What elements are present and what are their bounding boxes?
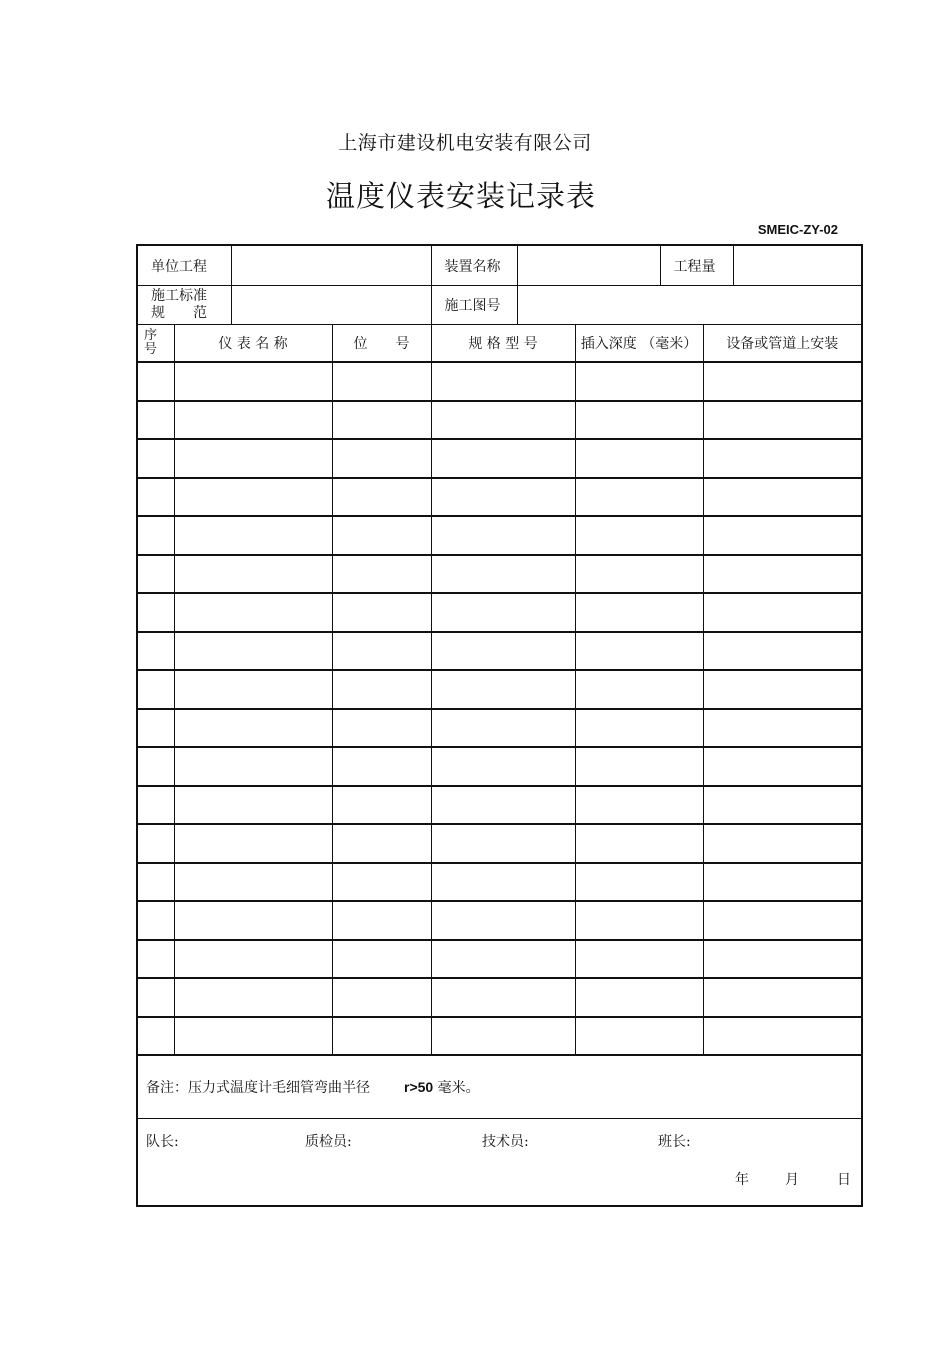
position-no-cell[interactable] bbox=[332, 709, 431, 748]
seq-cell[interactable] bbox=[137, 709, 174, 748]
table-row bbox=[137, 478, 862, 517]
seq-cell[interactable] bbox=[137, 478, 174, 517]
instrument-name-cell[interactable] bbox=[174, 401, 332, 440]
position-no-cell[interactable] bbox=[332, 401, 431, 440]
instrument-name-cell[interactable] bbox=[174, 632, 332, 671]
mount-cell[interactable] bbox=[703, 632, 862, 671]
table-row bbox=[137, 709, 862, 748]
position-no-cell[interactable] bbox=[332, 593, 431, 632]
position-no-cell[interactable] bbox=[332, 632, 431, 671]
unit-project-field[interactable] bbox=[231, 245, 431, 286]
table-row bbox=[137, 593, 862, 632]
instrument-name-cell[interactable] bbox=[174, 555, 332, 594]
mount-cell[interactable] bbox=[703, 362, 862, 401]
insert-depth-cell[interactable] bbox=[575, 478, 703, 517]
table-row bbox=[137, 362, 862, 401]
position-no-cell[interactable] bbox=[332, 555, 431, 594]
position-no-cell[interactable] bbox=[332, 786, 431, 825]
insert-depth-cell[interactable] bbox=[575, 362, 703, 401]
instrument-name-cell[interactable] bbox=[174, 670, 332, 709]
mount-cell[interactable] bbox=[703, 824, 862, 863]
insert-depth-cell[interactable] bbox=[575, 978, 703, 1017]
seq-cell[interactable] bbox=[137, 786, 174, 825]
instrument-name-cell[interactable] bbox=[174, 362, 332, 401]
date-year-label: 年 bbox=[735, 1172, 749, 1188]
group-leader-label: 班长: bbox=[658, 1134, 691, 1150]
mount-cell[interactable] bbox=[703, 940, 862, 979]
instrument-name-cell[interactable] bbox=[174, 747, 332, 786]
seq-cell[interactable] bbox=[137, 863, 174, 902]
signature-cell bbox=[137, 1119, 862, 1207]
team-leader-label: 队长: bbox=[146, 1134, 179, 1150]
seq-cell[interactable] bbox=[137, 824, 174, 863]
remark-text: 备注：压力式温度计毛细管弯曲半径 bbox=[146, 1080, 370, 1096]
seq-cell[interactable] bbox=[137, 670, 174, 709]
spec-model-cell[interactable] bbox=[431, 709, 575, 748]
seq-cell[interactable] bbox=[137, 439, 174, 478]
spec-model-cell[interactable] bbox=[431, 978, 575, 1017]
position-no-cell[interactable] bbox=[332, 1017, 431, 1056]
remark-unit: 毫米。 bbox=[433, 1080, 480, 1096]
standard-label-line1: 施工标准 bbox=[151, 288, 207, 304]
seq-cell[interactable] bbox=[137, 593, 174, 632]
insert-depth-cell[interactable] bbox=[575, 401, 703, 440]
instrument-name-cell[interactable] bbox=[174, 863, 332, 902]
instrument-name-cell[interactable] bbox=[174, 516, 332, 555]
drawing-no-label: 施工图号 bbox=[431, 286, 517, 325]
position-no-cell[interactable] bbox=[332, 362, 431, 401]
position-no-cell[interactable] bbox=[332, 670, 431, 709]
mount-cell[interactable] bbox=[703, 786, 862, 825]
insert-depth-cell[interactable] bbox=[575, 516, 703, 555]
position-no-cell[interactable] bbox=[332, 478, 431, 517]
date-month-label: 月 bbox=[785, 1172, 799, 1188]
insert-depth-cell[interactable] bbox=[575, 786, 703, 825]
mount-cell[interactable] bbox=[703, 401, 862, 440]
position-no-cell[interactable] bbox=[332, 901, 431, 940]
mount-cell[interactable] bbox=[703, 593, 862, 632]
seq-cell[interactable] bbox=[137, 747, 174, 786]
mount-cell[interactable] bbox=[703, 709, 862, 748]
mount-cell[interactable] bbox=[703, 516, 862, 555]
mount-cell[interactable] bbox=[703, 555, 862, 594]
standard-label bbox=[137, 286, 231, 325]
instrument-name-cell[interactable] bbox=[174, 940, 332, 979]
instrument-name-cell[interactable] bbox=[174, 824, 332, 863]
position-no-cell[interactable] bbox=[332, 863, 431, 902]
spec-model-cell[interactable] bbox=[431, 516, 575, 555]
standard-field[interactable] bbox=[231, 286, 431, 325]
spec-model-cell[interactable] bbox=[431, 1017, 575, 1056]
insert-depth-cell[interactable] bbox=[575, 863, 703, 902]
remark-value: r>50 bbox=[404, 1079, 434, 1095]
drawing-no-field[interactable] bbox=[517, 286, 862, 325]
spec-model-cell[interactable] bbox=[431, 401, 575, 440]
insert-depth-cell[interactable] bbox=[575, 901, 703, 940]
instrument-name-cell[interactable] bbox=[174, 439, 332, 478]
device-name-field[interactable] bbox=[517, 245, 660, 286]
mount-cell[interactable] bbox=[703, 901, 862, 940]
record-table bbox=[136, 244, 863, 1207]
position-no-cell[interactable] bbox=[332, 747, 431, 786]
spec-model-cell[interactable] bbox=[431, 362, 575, 401]
spec-model-cell[interactable] bbox=[431, 555, 575, 594]
seq-header bbox=[137, 325, 174, 363]
insert-depth-cell[interactable] bbox=[575, 632, 703, 671]
mount-cell[interactable] bbox=[703, 670, 862, 709]
device-name-label: 装置名称 bbox=[431, 245, 517, 286]
insert-depth-cell[interactable] bbox=[575, 555, 703, 594]
insert-depth-cell[interactable] bbox=[575, 670, 703, 709]
standard-label-line2: 规 范 bbox=[151, 305, 207, 321]
table-row bbox=[137, 439, 862, 478]
insert-depth-cell[interactable] bbox=[575, 709, 703, 748]
table-row bbox=[137, 632, 862, 671]
instrument-name-cell[interactable] bbox=[174, 709, 332, 748]
table-row bbox=[137, 555, 862, 594]
mount-cell[interactable] bbox=[703, 439, 862, 478]
quantity-label: 工程量 bbox=[660, 245, 733, 286]
position-no-cell[interactable] bbox=[332, 978, 431, 1017]
position-no-header: 位 号 bbox=[332, 325, 431, 363]
spec-model-header: 规 格 型 号 bbox=[431, 325, 575, 363]
mount-cell[interactable] bbox=[703, 978, 862, 1017]
table-row bbox=[137, 1017, 862, 1056]
insert-depth-cell[interactable] bbox=[575, 747, 703, 786]
instrument-name-header: 仪 表 名 称 bbox=[174, 325, 332, 363]
mount-cell[interactable] bbox=[703, 747, 862, 786]
table-row bbox=[137, 901, 862, 940]
seq-cell[interactable] bbox=[137, 1017, 174, 1056]
spec-model-cell[interactable] bbox=[431, 478, 575, 517]
position-no-cell[interactable] bbox=[332, 516, 431, 555]
insert-depth-cell[interactable] bbox=[575, 1017, 703, 1056]
table-row bbox=[137, 824, 862, 863]
seq-cell[interactable] bbox=[137, 516, 174, 555]
spec-model-cell[interactable] bbox=[431, 901, 575, 940]
spec-model-cell[interactable] bbox=[431, 940, 575, 979]
spec-model-cell[interactable] bbox=[431, 439, 575, 478]
insert-depth-cell[interactable] bbox=[575, 940, 703, 979]
spec-model-cell[interactable] bbox=[431, 824, 575, 863]
quantity-field[interactable] bbox=[733, 245, 862, 286]
instrument-name-cell[interactable] bbox=[174, 978, 332, 1017]
remark-cell bbox=[137, 1055, 862, 1119]
table-row bbox=[137, 516, 862, 555]
table-row bbox=[137, 940, 862, 979]
company-name: 上海市建设机电安装有限公司 bbox=[338, 132, 592, 154]
instrument-name-cell[interactable] bbox=[174, 593, 332, 632]
table-row bbox=[137, 978, 862, 1017]
seq-cell[interactable] bbox=[137, 940, 174, 979]
position-no-cell[interactable] bbox=[332, 824, 431, 863]
table-row bbox=[137, 863, 862, 902]
instrument-name-cell[interactable] bbox=[174, 786, 332, 825]
document-code: SMEIC-ZY-02 bbox=[757, 222, 838, 237]
seq-cell[interactable] bbox=[137, 555, 174, 594]
spec-model-cell[interactable] bbox=[431, 632, 575, 671]
inspector-label: 质检员: bbox=[305, 1134, 352, 1150]
mount-cell[interactable] bbox=[703, 863, 862, 902]
date-day-label: 日 bbox=[837, 1172, 851, 1188]
unit-project-label: 单位工程 bbox=[137, 245, 231, 286]
mount-cell[interactable] bbox=[703, 1017, 862, 1056]
insert-depth-cell[interactable] bbox=[575, 824, 703, 863]
instrument-name-cell[interactable] bbox=[174, 901, 332, 940]
seq-cell[interactable] bbox=[137, 901, 174, 940]
mount-header: 设备或管道上安装 bbox=[703, 325, 862, 363]
spec-model-cell[interactable] bbox=[431, 863, 575, 902]
position-no-cell[interactable] bbox=[332, 940, 431, 979]
instrument-name-cell[interactable] bbox=[174, 1017, 332, 1056]
form-title: 温度仪表安装记录表 bbox=[325, 179, 596, 213]
spec-model-cell[interactable] bbox=[431, 670, 575, 709]
table-row bbox=[137, 670, 862, 709]
mount-cell[interactable] bbox=[703, 478, 862, 517]
insert-depth-cell[interactable] bbox=[575, 439, 703, 478]
seq-cell[interactable] bbox=[137, 401, 174, 440]
instrument-name-cell[interactable] bbox=[174, 478, 332, 517]
seq-cell[interactable] bbox=[137, 978, 174, 1017]
spec-model-cell[interactable] bbox=[431, 593, 575, 632]
insert-depth-cell[interactable] bbox=[575, 593, 703, 632]
seq-header-line1: 序 bbox=[144, 328, 158, 343]
position-no-cell[interactable] bbox=[332, 439, 431, 478]
spec-model-cell[interactable] bbox=[431, 786, 575, 825]
table-row bbox=[137, 401, 862, 440]
insert-depth-header: 插入深度 （毫米） bbox=[575, 325, 703, 363]
spec-model-cell[interactable] bbox=[431, 747, 575, 786]
table-row bbox=[137, 786, 862, 825]
seq-cell[interactable] bbox=[137, 632, 174, 671]
seq-cell[interactable] bbox=[137, 362, 174, 401]
seq-header-line2: 号 bbox=[144, 342, 158, 357]
table-row bbox=[137, 747, 862, 786]
technician-label: 技术员: bbox=[482, 1134, 529, 1150]
